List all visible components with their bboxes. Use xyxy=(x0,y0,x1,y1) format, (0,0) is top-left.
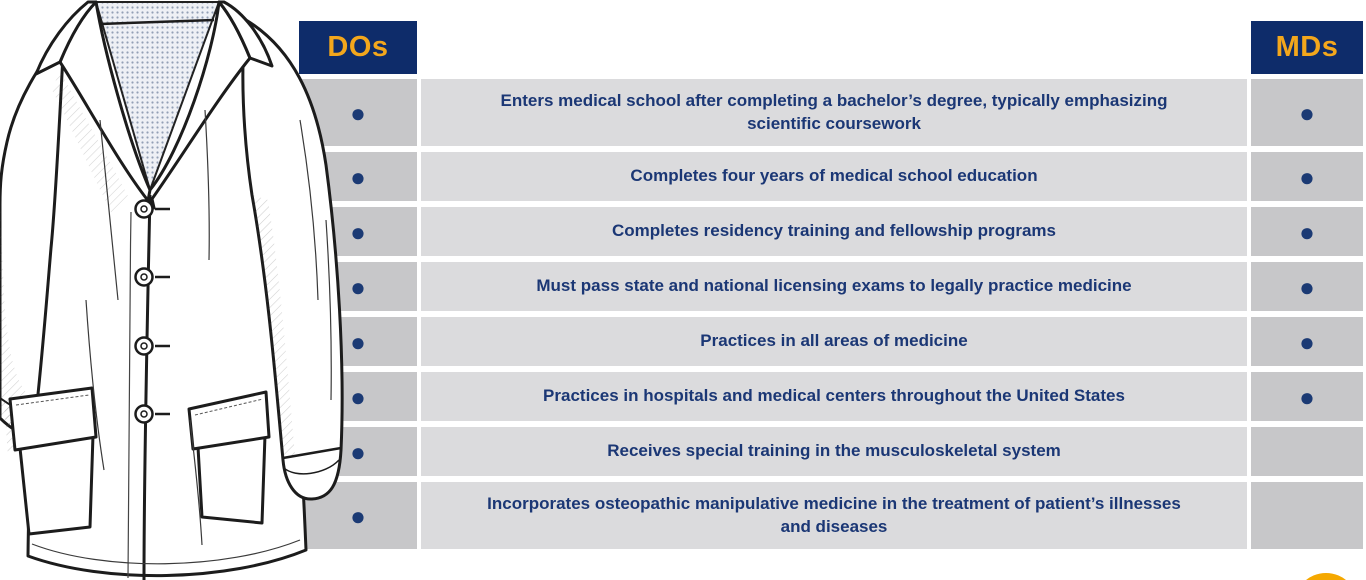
criterion-text: Incorporates osteopathic manipulative medicine in the treatment of patient’s illnesses and diseases xyxy=(421,482,1247,549)
criterion-text: Completes four years of medical school education xyxy=(421,152,1247,201)
table-row xyxy=(299,152,1363,201)
coat-right-pocket xyxy=(189,392,269,523)
gold-circle-decoration xyxy=(1294,573,1358,580)
bullet-dot-icon: ● xyxy=(1299,326,1315,357)
bullet-dot-icon: ● xyxy=(1299,161,1315,192)
table-row xyxy=(299,317,1363,366)
bullet-dot-icon: ● xyxy=(350,326,366,357)
bullet-dot-icon: ● xyxy=(350,161,366,192)
mds-bullet-cell xyxy=(1251,427,1363,476)
bullet-dot-icon: ● xyxy=(1299,97,1315,128)
bullet-dot-icon: ● xyxy=(1299,216,1315,247)
bullet-dot-icon: ● xyxy=(350,381,366,412)
bullet-dot-icon: ● xyxy=(1299,271,1315,302)
table-row xyxy=(299,79,1363,146)
mds-bullet-cell xyxy=(1251,152,1363,201)
criterion-text: Practices in all areas of medicine xyxy=(421,317,1247,366)
mds-bullet-cell xyxy=(1251,482,1363,549)
mds-bullet-cell xyxy=(1251,262,1363,311)
lab-coat-illustration xyxy=(0,0,352,580)
table-row xyxy=(299,262,1363,311)
header-spacer xyxy=(421,21,1247,74)
mds-header: MDs xyxy=(1251,21,1363,74)
criterion-text: Practices in hospitals and medical centers throughout the United States xyxy=(421,372,1247,421)
table-row xyxy=(299,207,1363,256)
bullet-dot-icon: ● xyxy=(350,436,366,467)
bullet-dot-icon: ● xyxy=(350,97,366,128)
mds-bullet-cell xyxy=(1251,207,1363,256)
dos-header: DOs xyxy=(299,21,417,74)
mds-bullet-cell xyxy=(1251,372,1363,421)
criterion-text: Completes residency training and fellowship programs xyxy=(421,207,1247,256)
table-header-row xyxy=(299,21,1363,74)
coat-left-pocket xyxy=(10,388,96,534)
mds-bullet-cell xyxy=(1251,79,1363,146)
do-md-comparison-table xyxy=(299,21,1363,549)
table-row xyxy=(299,427,1363,476)
criterion-text: Receives special training in the musculoskeletal system xyxy=(421,427,1247,476)
mds-bullet-cell xyxy=(1251,317,1363,366)
criterion-text: Enters medical school after completing a bachelor’s degree, typically emphasizing scientific coursework xyxy=(421,79,1247,146)
bullet-dot-icon: ● xyxy=(350,500,366,531)
bullet-dot-icon: ● xyxy=(350,271,366,302)
bullet-dot-icon: ● xyxy=(1299,381,1315,412)
bullet-dot-icon: ● xyxy=(350,216,366,247)
table-row xyxy=(299,372,1363,421)
table-row xyxy=(299,482,1363,549)
criterion-text: Must pass state and national licensing exams to legally practice medicine xyxy=(421,262,1247,311)
